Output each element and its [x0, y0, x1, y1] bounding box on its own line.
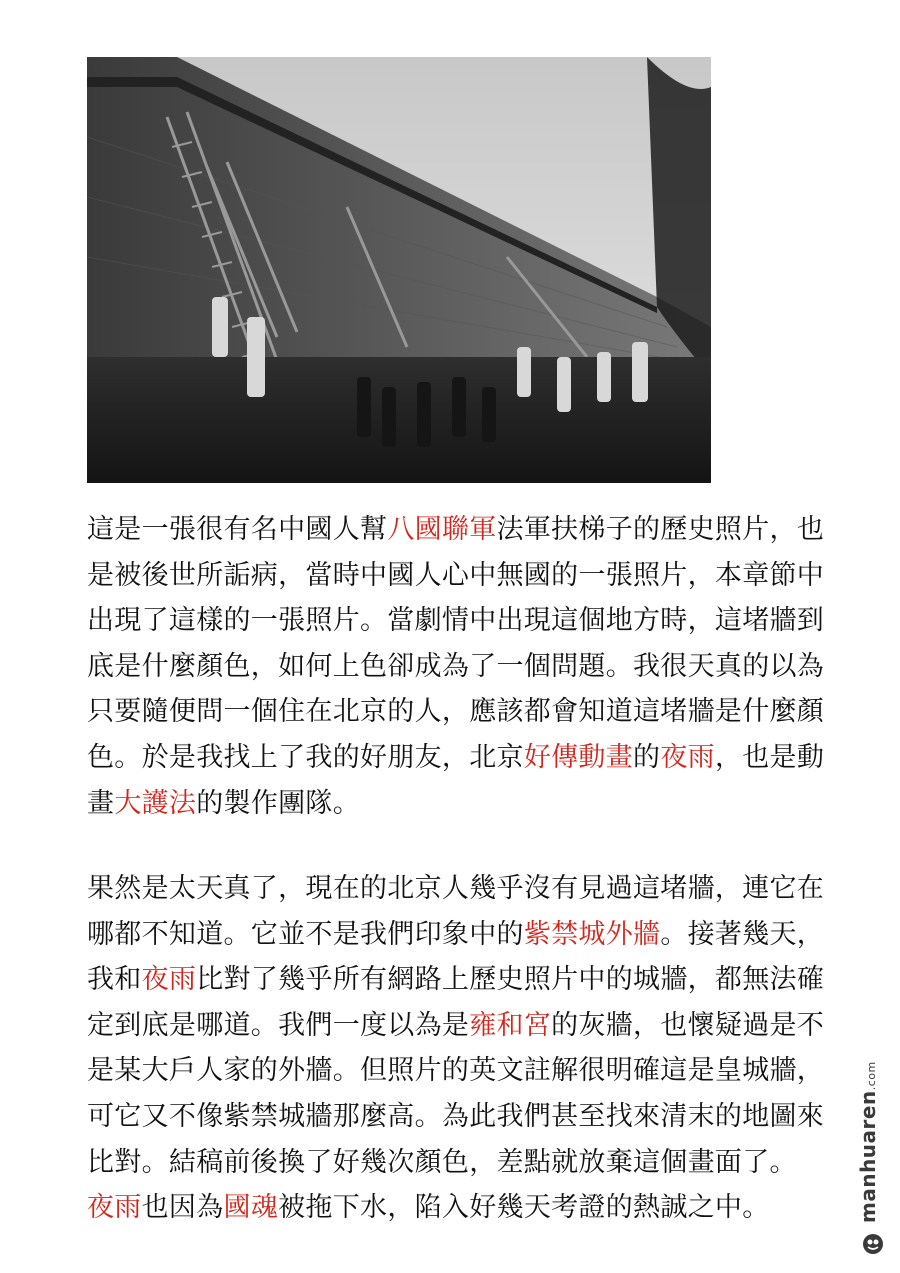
- text-line: [87, 866, 837, 912]
- text-segment: 果然是太天真了，現在的北京人幾乎沒有見過這堵牆，連它在: [87, 873, 825, 904]
- text-segment: 可它又不像紫禁城牆那麼高。為此我們甚至找來清末的地圖來: [87, 1100, 825, 1132]
- text-line: [87, 1003, 837, 1049]
- text-line: [87, 553, 837, 599]
- text-line: [87, 912, 837, 958]
- text-line: [87, 1048, 837, 1094]
- text-segment: 出現了這樣的一張照片。當劇情中出現這個地方時，這堵牆到: [87, 605, 825, 637]
- text-line: [87, 957, 837, 1003]
- text-segment: 的灰牆，也懷疑過是不: [551, 1009, 825, 1041]
- text-segment: 也因為: [141, 1192, 224, 1224]
- text-line: [87, 781, 837, 827]
- text-segment: 比對。結稿前後換了好幾次顏色，差點就放棄這個畫面了。: [87, 1146, 797, 1178]
- text-line: [87, 689, 837, 735]
- highlighted-term: 國魂: [223, 1192, 279, 1224]
- text-segment: 定到底是哪道。我們一度以為是: [87, 1009, 470, 1041]
- text-segment: 。接著幾天，: [660, 918, 825, 950]
- text-line: [87, 598, 837, 644]
- paragraph-2: [87, 866, 837, 1231]
- text-line: [87, 1185, 837, 1231]
- text-segment: 被拖下水，陷入好幾天考證的熱誠之中。: [278, 1192, 770, 1224]
- text-line: [87, 507, 837, 553]
- text-segment: 畫: [87, 787, 115, 819]
- text-segment: 是某大戶人家的外牆。但照片的英文註解很明確這是皇城牆，: [87, 1055, 825, 1087]
- text-segment: 這是一張很有名中國人幫: [87, 514, 388, 545]
- highlighted-term: 好傳動畫: [523, 741, 634, 773]
- highlighted-term: 紫禁城外牆: [523, 918, 661, 950]
- text-segment: 我和: [87, 964, 142, 996]
- highlighted-term: 夜雨: [141, 964, 197, 996]
- manhuaren-watermark: [858, 959, 886, 1259]
- manhuaren-logo-icon: [862, 1233, 884, 1255]
- text-segment: 法軍扶梯子的歷史照片，也: [496, 514, 825, 545]
- text-segment: 色。於是我找上了我的好朋友，北京: [87, 741, 524, 773]
- text-line: [87, 644, 837, 690]
- historical-photo: [87, 57, 711, 483]
- text-segment: 的製作團隊。: [196, 787, 361, 819]
- text-segment: ，也是動: [714, 741, 825, 773]
- paragraph-1: [87, 507, 837, 826]
- highlighted-term: 雍和宮: [469, 1009, 552, 1041]
- text-segment: 是被後世所詬病，當時中國人心中無國的一張照片，本章節中: [87, 559, 825, 591]
- text-line: [87, 1140, 837, 1186]
- watermark-text: manhuaren.com: [856, 1061, 880, 1223]
- highlighted-term: 夜雨: [660, 741, 715, 773]
- text-segment: 比對了幾乎所有網路上歷史照片中的城牆，都無法確: [196, 964, 825, 996]
- highlighted-term: 夜雨: [87, 1192, 142, 1224]
- highlighted-term: 大護法: [114, 787, 197, 819]
- text-segment: 哪都不知道。它並不是我們印象中的: [87, 918, 524, 950]
- highlighted-term: 八國聯軍: [387, 514, 497, 545]
- text-segment: 的: [633, 741, 661, 773]
- text-segment: 只要隨便問一個住在北京的人，應該都會知道這堵牆是什麼顏: [87, 696, 825, 728]
- text-line: [87, 735, 837, 781]
- text-line: [87, 1094, 837, 1140]
- text-segment: 底是什麼顏色，如何上色卻成為了一個問題。我很天真的以為: [87, 650, 825, 682]
